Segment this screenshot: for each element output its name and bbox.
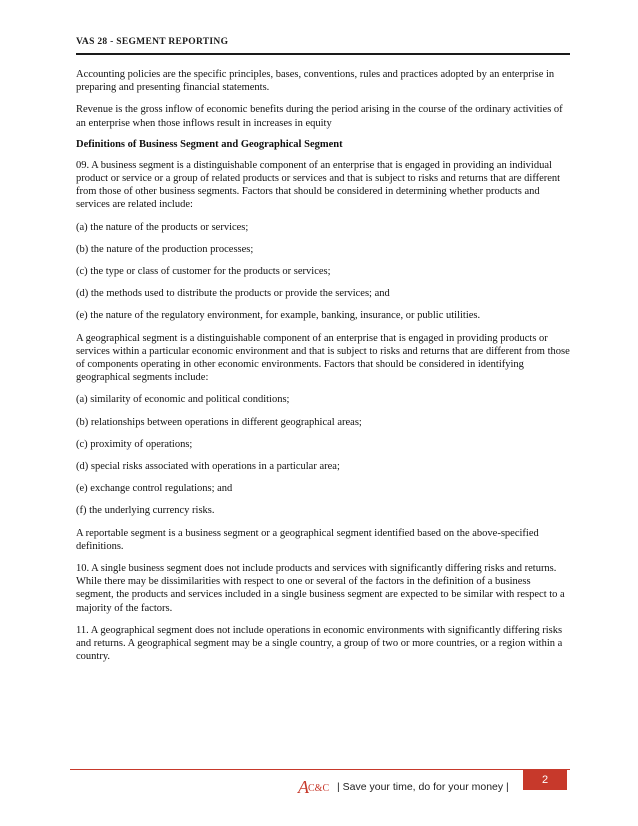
list-item: (e) exchange control regulations; and — [76, 483, 233, 495]
page-header-title: VAS 28 - SEGMENT REPORTING — [76, 37, 229, 47]
list-item: (b) the nature of the production processes; — [76, 243, 254, 255]
document-body — [76, 68, 570, 673]
page-number: 2 — [523, 770, 567, 790]
list-item: (e) the nature of the regulatory environment, for example, banking, insurance, or public utilities. — [76, 310, 481, 322]
paragraph-10: 10. A single business segment does not include products and services with significantly differing risks and returns. While there may be dissimilarities with respect to one or several of the factors in the definition of a business segment, the products and services included in a single business segment are expected to be similar with respect to a majority of the factors. — [76, 563, 565, 614]
footer-divider — [70, 769, 570, 770]
footer-tagline: | Save your time, do for your money | — [337, 781, 509, 793]
paragraph-revenue: Revenue is the gross inflow of economic benefits during the period arising in the course of the ordinary activities of an enterprise when those inflows result in increases in equity — [76, 104, 563, 129]
list-item: (b) relationships between operations in different geographical areas; — [76, 416, 362, 428]
logo-letter-a: A — [298, 777, 309, 797]
list-item: (d) the methods used to distribute the products or provide the services; and — [76, 288, 390, 300]
list-item: (d) special risks associated with operations in a particular area; — [76, 461, 340, 473]
list-item: (a) similarity of economic and political conditions; — [76, 394, 290, 406]
list-item: (c) the type or class of customer for the products or services; — [76, 266, 331, 278]
list-item: (c) proximity of operations; — [76, 438, 193, 450]
paragraph-09: 09. A business segment is a distinguishable component of an enterprise that is engaged in providing an individual product or service or a group of related products or services and that is subject to risks and returns that are different from those of other business segments. Factors that should be considered in determining whether products and services are related include: — [76, 159, 561, 211]
list-item: (a) the nature of the products or services; — [76, 221, 249, 233]
paragraph-11: 11. A geographical segment does not include operations in economic environments with significantly differing risks and returns. A geographical segment may be a single country, a group of two or more countries, or a region within a country. — [76, 624, 563, 663]
header-divider — [76, 53, 570, 55]
logo-text: C&C — [308, 783, 330, 794]
list-item: (f) the underlying currency risks. — [76, 505, 215, 517]
paragraph-geographical-segment: A geographical segment is a distinguishable component of an enterprise that is engaged in providing products or services within a particular economic environment and that is subject to risks and returns that are different from those of components operating in other economic environments. Factors that should be considered in identifying geographical segments include: — [76, 332, 570, 384]
paragraph-accounting-policies: Accounting policies are the specific principles, bases, conventions, rules and practices adopted by an enterprise in preparing and presenting financial statements. — [76, 69, 555, 94]
company-logo — [298, 778, 329, 796]
section-heading: Definitions of Business Segment and Geographical Segment — [76, 138, 343, 150]
paragraph-reportable-segment: A reportable segment is a business segment or a geographical segment identified based on the above-specified definitions. — [76, 527, 539, 552]
